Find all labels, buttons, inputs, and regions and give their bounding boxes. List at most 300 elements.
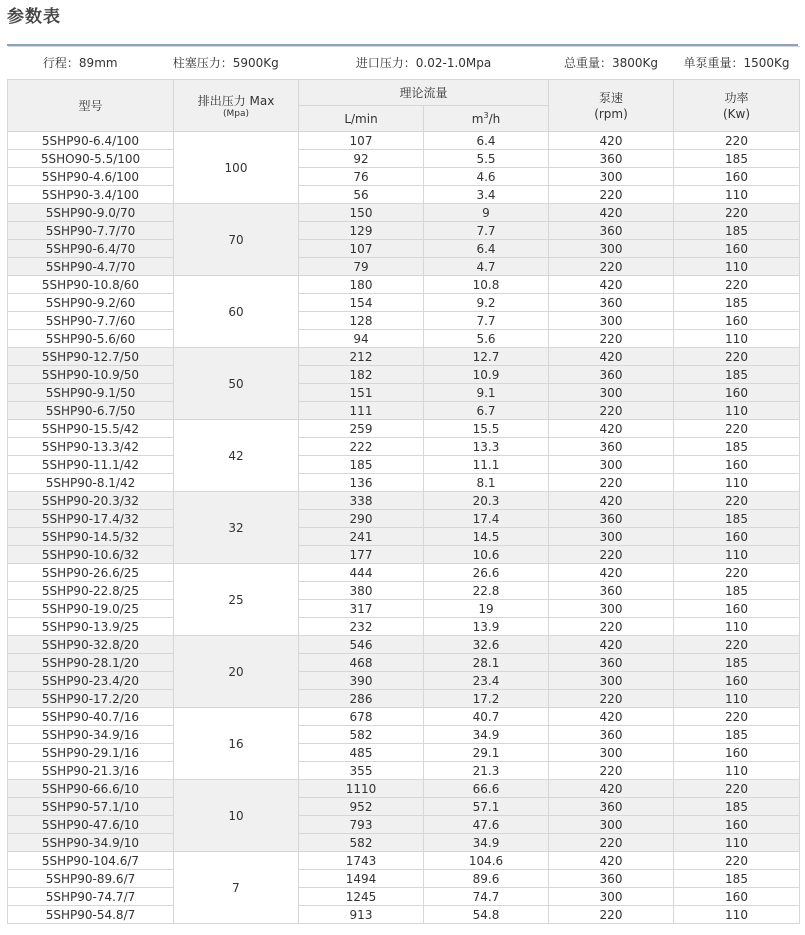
speed-cell: 220: [549, 618, 674, 636]
header-flow: 理论流量: [299, 80, 549, 106]
speed-cell: 420: [549, 492, 674, 510]
power-cell: 160: [674, 888, 800, 906]
table-row: [8, 528, 800, 546]
power-cell: 220: [674, 564, 800, 582]
header-model: 型号: [8, 80, 174, 132]
power-cell: 160: [674, 600, 800, 618]
table-row: [8, 672, 800, 690]
speed-cell: 220: [549, 330, 674, 348]
flow-lmin-cell: 1110: [299, 780, 424, 798]
table-row: [8, 834, 800, 852]
speed-cell: 300: [549, 600, 674, 618]
flow-lmin-cell: 151: [299, 384, 424, 402]
flow-lmin-cell: 546: [299, 636, 424, 654]
model-cell: 5SHP90-9.0/70: [8, 204, 174, 222]
flow-m3h-cell: 57.1: [424, 798, 549, 816]
flow-m3h-cell: 11.1: [424, 456, 549, 474]
power-cell: 160: [674, 672, 800, 690]
speed-cell: 420: [549, 132, 674, 150]
power-cell: 110: [674, 474, 800, 492]
flow-m3h-cell: 21.3: [424, 762, 549, 780]
power-cell: 185: [674, 366, 800, 384]
pressure-cell: 100: [174, 132, 299, 204]
header-speed: [549, 80, 674, 132]
flow-lmin-cell: 107: [299, 240, 424, 258]
speed-cell: 220: [549, 690, 674, 708]
header-speed-unit: (rpm): [594, 106, 628, 121]
model-cell: 5SHP90-6.4/70: [8, 240, 174, 258]
flow-lmin-cell: 290: [299, 510, 424, 528]
speed-cell: 360: [549, 726, 674, 744]
speed-cell: 360: [549, 294, 674, 312]
power-cell: 220: [674, 852, 800, 870]
power-cell: 160: [674, 384, 800, 402]
model-cell: 5SHP90-5.6/60: [8, 330, 174, 348]
header-pressure: [174, 80, 299, 132]
flow-lmin-cell: 380: [299, 582, 424, 600]
flow-lmin-cell: 94: [299, 330, 424, 348]
speed-cell: 220: [549, 402, 674, 420]
speed-cell: 300: [549, 744, 674, 762]
speed-cell: 220: [549, 906, 674, 924]
speed-cell: 360: [549, 654, 674, 672]
flow-m3h-cell: 17.2: [424, 690, 549, 708]
speed-cell: 420: [549, 276, 674, 294]
model-cell: 5SHP90-12.7/50: [8, 348, 174, 366]
flow-m3h-cell: 6.7: [424, 402, 549, 420]
table-row: [8, 744, 800, 762]
flow-m3h-cell: 74.7: [424, 888, 549, 906]
flow-m3h-cell: 10.8: [424, 276, 549, 294]
header-flow-m3h-h: /h: [488, 111, 501, 126]
table-row: [8, 708, 800, 726]
pressure-cell: 70: [174, 204, 299, 276]
pressure-cell: 42: [174, 420, 299, 492]
flow-m3h-cell: 26.6: [424, 564, 549, 582]
flow-m3h-cell: 32.6: [424, 636, 549, 654]
speed-cell: 220: [549, 186, 674, 204]
speed-cell: 420: [549, 852, 674, 870]
flow-lmin-cell: 185: [299, 456, 424, 474]
info-inlet-pressure: 进口压力：0.02-1.0Mpa: [299, 47, 549, 80]
table-row: [8, 312, 800, 330]
power-cell: 160: [674, 168, 800, 186]
speed-cell: 300: [549, 456, 674, 474]
flow-m3h-cell: 104.6: [424, 852, 549, 870]
speed-cell: 300: [549, 240, 674, 258]
model-cell: 5SHP90-57.1/10: [8, 798, 174, 816]
header-power-label: 功率: [724, 90, 749, 105]
flow-lmin-cell: 1743: [299, 852, 424, 870]
model-cell: 5SHP90-26.6/25: [8, 564, 174, 582]
power-cell: 220: [674, 348, 800, 366]
flow-m3h-cell: 6.4: [424, 132, 549, 150]
flow-lmin-cell: 136: [299, 474, 424, 492]
power-cell: 110: [674, 186, 800, 204]
power-cell: 185: [674, 870, 800, 888]
table-row: [8, 780, 800, 798]
speed-cell: 220: [549, 474, 674, 492]
speed-cell: 220: [549, 762, 674, 780]
table-row: [8, 204, 800, 222]
table-row: [8, 168, 800, 186]
speed-cell: 420: [549, 204, 674, 222]
flow-lmin-cell: 177: [299, 546, 424, 564]
speed-cell: 300: [549, 168, 674, 186]
flow-m3h-cell: 9.2: [424, 294, 549, 312]
model-cell: 5SHP90-4.6/100: [8, 168, 174, 186]
flow-m3h-cell: 3.4: [424, 186, 549, 204]
table-row: [8, 420, 800, 438]
parameter-table: [7, 46, 800, 924]
model-cell: 5SHP90-4.7/70: [8, 258, 174, 276]
power-cell: 110: [674, 402, 800, 420]
power-cell: 185: [674, 510, 800, 528]
pressure-cell: 7: [174, 852, 299, 924]
header-speed-label: 泵速: [598, 90, 623, 105]
pressure-cell: 60: [174, 276, 299, 348]
model-cell: 5SHP90-6.7/50: [8, 402, 174, 420]
model-cell: 5SHP90-7.7/70: [8, 222, 174, 240]
pressure-cell: 10: [174, 780, 299, 852]
power-cell: 220: [674, 420, 800, 438]
pressure-cell: 20: [174, 636, 299, 708]
flow-m3h-cell: 13.9: [424, 618, 549, 636]
table-row: [8, 240, 800, 258]
flow-lmin-cell: 212: [299, 348, 424, 366]
model-cell: 5SHP90-21.3/16: [8, 762, 174, 780]
flow-lmin-cell: 241: [299, 528, 424, 546]
pressure-cell: 32: [174, 492, 299, 564]
model-cell: 5SHP90-3.4/100: [8, 186, 174, 204]
speed-cell: 300: [549, 816, 674, 834]
model-cell: 5SHP90-66.6/10: [8, 780, 174, 798]
flow-lmin-cell: 952: [299, 798, 424, 816]
power-cell: 220: [674, 636, 800, 654]
power-cell: 160: [674, 456, 800, 474]
speed-cell: 360: [549, 222, 674, 240]
info-total-weight: 总重量：3800Kg: [549, 47, 674, 80]
model-cell: 5SHP90-40.7/16: [8, 708, 174, 726]
table-row: [8, 870, 800, 888]
flow-m3h-cell: 14.5: [424, 528, 549, 546]
table-row: [8, 690, 800, 708]
flow-m3h-cell: 4.6: [424, 168, 549, 186]
header-flow-lmin: L/min: [299, 106, 424, 132]
power-cell: 110: [674, 618, 800, 636]
power-cell: 110: [674, 258, 800, 276]
power-cell: 110: [674, 906, 800, 924]
model-cell: 5SHP90-13.3/42: [8, 438, 174, 456]
flow-m3h-cell: 34.9: [424, 726, 549, 744]
model-cell: 5SHP90-19.0/25: [8, 600, 174, 618]
speed-cell: 220: [549, 834, 674, 852]
flow-lmin-cell: 107: [299, 132, 424, 150]
power-cell: 185: [674, 222, 800, 240]
power-cell: 220: [674, 708, 800, 726]
speed-cell: 360: [549, 150, 674, 168]
power-cell: 160: [674, 240, 800, 258]
model-cell: 5SHP90-34.9/16: [8, 726, 174, 744]
flow-m3h-cell: 89.6: [424, 870, 549, 888]
flow-lmin-cell: 1245: [299, 888, 424, 906]
flow-m3h-cell: 17.4: [424, 510, 549, 528]
model-cell: 5SHP90-20.3/32: [8, 492, 174, 510]
flow-lmin-cell: 180: [299, 276, 424, 294]
table-row: [8, 330, 800, 348]
table-row: [8, 816, 800, 834]
flow-m3h-cell: 4.7: [424, 258, 549, 276]
power-cell: 185: [674, 654, 800, 672]
speed-cell: 420: [549, 780, 674, 798]
model-cell: 5SHP90-34.9/10: [8, 834, 174, 852]
speed-cell: 420: [549, 636, 674, 654]
flow-lmin-cell: 317: [299, 600, 424, 618]
power-cell: 185: [674, 150, 800, 168]
model-cell: 5SHP90-13.9/25: [8, 618, 174, 636]
flow-m3h-cell: 12.7: [424, 348, 549, 366]
speed-cell: 420: [549, 348, 674, 366]
table-row: [8, 186, 800, 204]
flow-lmin-cell: 129: [299, 222, 424, 240]
flow-lmin-cell: 913: [299, 906, 424, 924]
model-cell: 5SHP90-9.2/60: [8, 294, 174, 312]
table-row: [8, 348, 800, 366]
model-cell: 5SHP90-15.5/42: [8, 420, 174, 438]
model-cell: 5SHP90-17.4/32: [8, 510, 174, 528]
model-cell: 5SHP90-8.1/42: [8, 474, 174, 492]
table-row: [8, 726, 800, 744]
table-row: [8, 546, 800, 564]
speed-cell: 420: [549, 564, 674, 582]
flow-m3h-cell: 34.9: [424, 834, 549, 852]
table-row: [8, 150, 800, 168]
flow-lmin-cell: 444: [299, 564, 424, 582]
flow-lmin-cell: 286: [299, 690, 424, 708]
speed-cell: 420: [549, 420, 674, 438]
flow-lmin-cell: 259: [299, 420, 424, 438]
table-row: [8, 438, 800, 456]
speed-cell: 360: [549, 366, 674, 384]
table-row: [8, 222, 800, 240]
header-pressure-unit: (Mpa): [222, 108, 249, 119]
flow-m3h-cell: 15.5: [424, 420, 549, 438]
flow-lmin-cell: 355: [299, 762, 424, 780]
flow-lmin-cell: 76: [299, 168, 424, 186]
model-cell: 5SHP90-54.8/7: [8, 906, 174, 924]
model-cell: 5SHP90-14.5/32: [8, 528, 174, 546]
header-flow-m3h: [424, 106, 549, 132]
flow-lmin-cell: 1494: [299, 870, 424, 888]
flow-lmin-cell: 150: [299, 204, 424, 222]
power-cell: 160: [674, 816, 800, 834]
flow-lmin-cell: 678: [299, 708, 424, 726]
info-row: [8, 47, 800, 80]
flow-m3h-cell: 7.7: [424, 312, 549, 330]
power-cell: 220: [674, 492, 800, 510]
table-row: [8, 258, 800, 276]
flow-lmin-cell: 111: [299, 402, 424, 420]
flow-m3h-cell: 20.3: [424, 492, 549, 510]
model-cell: 5SHO90-5.5/100: [8, 150, 174, 168]
table-row: [8, 276, 800, 294]
info-plunger-force: 柱塞压力：5900Kg: [172, 56, 279, 70]
table-row: [8, 888, 800, 906]
table-row: [8, 492, 800, 510]
flow-m3h-cell: 8.1: [424, 474, 549, 492]
table-row: [8, 618, 800, 636]
flow-lmin-cell: 92: [299, 150, 424, 168]
model-cell: 5SHP90-22.8/25: [8, 582, 174, 600]
page-title: 参数表: [7, 7, 61, 27]
header-power: [674, 80, 800, 132]
power-cell: 160: [674, 528, 800, 546]
flow-lmin-cell: 222: [299, 438, 424, 456]
flow-lmin-cell: 793: [299, 816, 424, 834]
info-pump-weight: 单泵重量：1500Kg: [674, 47, 800, 80]
power-cell: 185: [674, 438, 800, 456]
flow-lmin-cell: 582: [299, 726, 424, 744]
power-cell: 185: [674, 798, 800, 816]
flow-m3h-cell: 54.8: [424, 906, 549, 924]
flow-m3h-cell: 6.4: [424, 240, 549, 258]
speed-cell: 360: [549, 510, 674, 528]
speed-cell: 300: [549, 312, 674, 330]
speed-cell: 360: [549, 870, 674, 888]
power-cell: 220: [674, 204, 800, 222]
model-cell: 5SHP90-7.7/60: [8, 312, 174, 330]
model-cell: 5SHP90-74.7/7: [8, 888, 174, 906]
flow-lmin-cell: 182: [299, 366, 424, 384]
speed-cell: 360: [549, 582, 674, 600]
table-row: [8, 582, 800, 600]
flow-lmin-cell: 56: [299, 186, 424, 204]
power-cell: 110: [674, 762, 800, 780]
model-cell: 5SHP90-29.1/16: [8, 744, 174, 762]
power-cell: 110: [674, 330, 800, 348]
flow-m3h-cell: 28.1: [424, 654, 549, 672]
table-row: [8, 384, 800, 402]
power-cell: 160: [674, 744, 800, 762]
power-cell: 185: [674, 726, 800, 744]
header-pressure-label: 排出压力 Max: [197, 93, 275, 108]
flow-m3h-cell: 19: [424, 600, 549, 618]
speed-cell: 300: [549, 384, 674, 402]
table-row: [8, 402, 800, 420]
flow-lmin-cell: 338: [299, 492, 424, 510]
power-cell: 185: [674, 294, 800, 312]
model-cell: 5SHP90-28.1/20: [8, 654, 174, 672]
flow-m3h-cell: 7.7: [424, 222, 549, 240]
power-cell: 110: [674, 834, 800, 852]
flow-m3h-cell: 22.8: [424, 582, 549, 600]
header-power-unit: (Kw): [722, 106, 751, 121]
flow-m3h-cell: 5.6: [424, 330, 549, 348]
speed-cell: 300: [549, 672, 674, 690]
flow-lmin-cell: 468: [299, 654, 424, 672]
model-cell: 5SHP90-10.6/32: [8, 546, 174, 564]
table-row: [8, 762, 800, 780]
flow-m3h-cell: 47.6: [424, 816, 549, 834]
model-cell: 5SHP90-11.1/42: [8, 456, 174, 474]
flow-m3h-cell: 9: [424, 204, 549, 222]
flow-m3h-cell: 23.4: [424, 672, 549, 690]
power-cell: 160: [674, 312, 800, 330]
speed-cell: 220: [549, 546, 674, 564]
table-row: [8, 852, 800, 870]
model-cell: 5SHP90-89.6/7: [8, 870, 174, 888]
model-cell: 5SHP90-104.6/7: [8, 852, 174, 870]
power-cell: 220: [674, 132, 800, 150]
flow-lmin-cell: 154: [299, 294, 424, 312]
power-cell: 220: [674, 780, 800, 798]
power-cell: 220: [674, 276, 800, 294]
table-row: [8, 132, 800, 150]
flow-lmin-cell: 232: [299, 618, 424, 636]
pressure-cell: 25: [174, 564, 299, 636]
flow-lmin-cell: 128: [299, 312, 424, 330]
header-row: [8, 80, 800, 106]
speed-cell: 220: [549, 258, 674, 276]
power-cell: 110: [674, 546, 800, 564]
speed-cell: 300: [549, 528, 674, 546]
info-stroke: 行程：89mm: [42, 56, 118, 70]
flow-m3h-cell: 10.9: [424, 366, 549, 384]
power-cell: 110: [674, 690, 800, 708]
model-cell: 5SHP90-10.9/50: [8, 366, 174, 384]
speed-cell: 360: [549, 438, 674, 456]
flow-m3h-cell: 13.3: [424, 438, 549, 456]
table-row: [8, 510, 800, 528]
pressure-cell: 16: [174, 708, 299, 780]
flow-m3h-cell: 9.1: [424, 384, 549, 402]
table-row: [8, 564, 800, 582]
flow-lmin-cell: 582: [299, 834, 424, 852]
table-row: [8, 798, 800, 816]
header-flow-m3h-m: m: [471, 111, 484, 126]
table-row: [8, 636, 800, 654]
table-row: [8, 366, 800, 384]
flow-lmin-cell: 485: [299, 744, 424, 762]
power-cell: 185: [674, 582, 800, 600]
model-cell: 5SHP90-10.8/60: [8, 276, 174, 294]
table-row: [8, 906, 800, 924]
header-flow-m3h-sup: 3: [483, 110, 489, 120]
table-row: [8, 600, 800, 618]
table-row: [8, 456, 800, 474]
table-row: [8, 474, 800, 492]
speed-cell: 420: [549, 708, 674, 726]
pressure-cell: 50: [174, 348, 299, 420]
model-cell: 5SHP90-9.1/50: [8, 384, 174, 402]
flow-m3h-cell: 40.7: [424, 708, 549, 726]
flow-lmin-cell: 79: [299, 258, 424, 276]
model-cell: 5SHP90-47.6/10: [8, 816, 174, 834]
flow-m3h-cell: 29.1: [424, 744, 549, 762]
info-cell: [8, 47, 299, 80]
model-cell: 5SHP90-6.4/100: [8, 132, 174, 150]
flow-m3h-cell: 66.6: [424, 780, 549, 798]
speed-cell: 300: [549, 888, 674, 906]
speed-cell: 360: [549, 798, 674, 816]
model-cell: 5SHP90-17.2/20: [8, 690, 174, 708]
table-row: [8, 654, 800, 672]
table-row: [8, 294, 800, 312]
flow-m3h-cell: 10.6: [424, 546, 549, 564]
flow-m3h-cell: 5.5: [424, 150, 549, 168]
model-cell: 5SHP90-32.8/20: [8, 636, 174, 654]
flow-lmin-cell: 390: [299, 672, 424, 690]
